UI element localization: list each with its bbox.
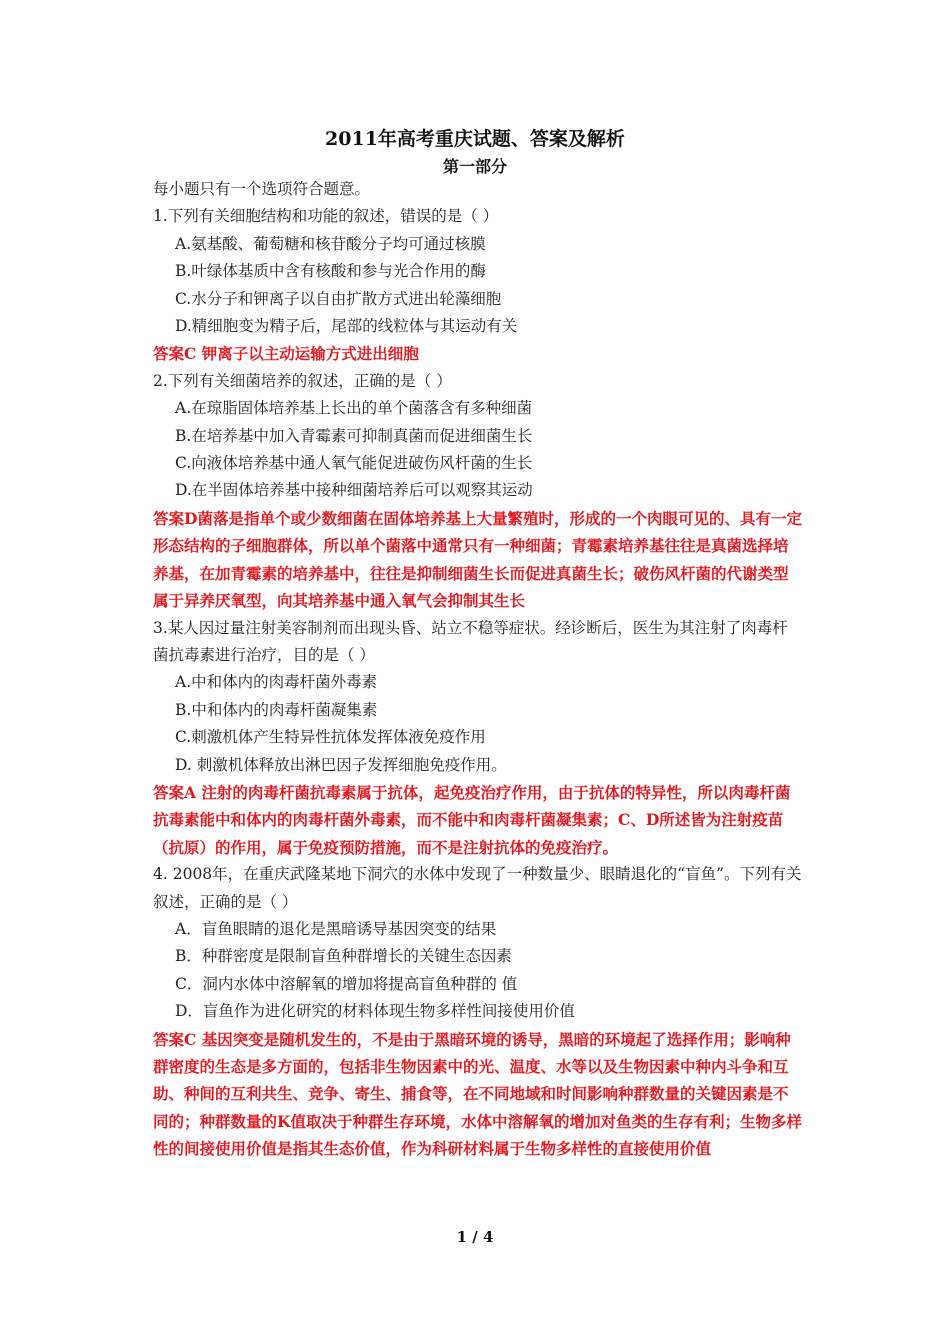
question-stem: 3.某人因过量注射美容制剂而出现头昏、站立不稳等症状。经诊断后，医生为其注射了肉毒杆菌抗毒素进行治疗，目的是（ ） xyxy=(153,618,788,664)
option: C.刺激机体产生特异性抗体发挥体液免疫作用 xyxy=(175,728,486,747)
instructions: 每小题只有一个选项符合题意。 xyxy=(153,180,371,198)
question-stem: 1.下列有关细胞结构和功能的叙述，错误的是（ ） xyxy=(153,207,499,226)
option: D.精细胞变为精子后，尾部的线粒体与其运动有关 xyxy=(175,317,518,336)
option: B.中和体内的肉毒杆菌凝集素 xyxy=(175,700,378,719)
option: D. 刺激机体释放出淋巴因子发挥细胞免疫作用。 xyxy=(175,755,507,774)
page-number: 1 / 4 xyxy=(456,1228,494,1246)
answer-explanation: 答案C 钾离子以主动运输方式进出细胞 xyxy=(153,344,419,364)
option: B.叶绿体基质中含有核酸和参与光合作用的酶 xyxy=(175,262,486,281)
option: D.在半固体培养基中接种细菌培养后可以观察其运动 xyxy=(175,481,533,500)
answer-explanation: 答案C 基因突变是随机发生的，不是由于黑暗环境的诱导，黑暗的环境起了选择作用；影响种群密度的生态是多方面的，包括非生物因素中的光、温度、水等以及生物因素中种内斗争和互助、种间的互利共生、竞争、寄生、捕食等，在不同地域和时间影响种群数量的关键因素是不同的；种群数量的K值取决于种群生存环境，水体中溶解氧的增加对鱼类的生存有利；生物多样性的间接使用价值是指其生态价值，作为科研材料属于生物多样性的直接使用价值 xyxy=(153,1029,802,1159)
option: C．洞内水体中溶解氧的增加将提高盲鱼种群的 值 xyxy=(175,974,518,993)
document-title: 2011年高考重庆试题、答案及解析 xyxy=(325,128,625,150)
document-body xyxy=(153,176,803,1163)
option: B．种群密度是限制盲鱼种群增长的关键生态因素 xyxy=(175,947,512,966)
option: C.向液体培养基中通人氧气能促进破伤风杆菌的生长 xyxy=(175,454,533,473)
option: A.在琼脂固体培养基上长出的单个菌落含有多种细菌 xyxy=(175,399,533,418)
section-heading: 第一部分 xyxy=(442,157,507,176)
option: D．盲鱼作为进化研究的材料体现生物多样性间接使用价值 xyxy=(175,1002,575,1021)
option: C.水分子和钾离子以自由扩散方式进出轮藻细胞 xyxy=(175,289,502,308)
question-stem: 4. 2008年，在重庆武隆某地下洞穴的水体中发现了一种数量少、眼睛退化的“盲鱼”。下列有关叙述，正确的是（ ） xyxy=(153,865,802,911)
option: B.在培养基中加入青霉素可抑制真菌而促进细菌生长 xyxy=(175,426,533,445)
answer-explanation: 答案D菌落是指单个或少数细菌在固体培养基上大量繁殖时，形成的一个肉眼可见的、具有一定形态结构的子细胞群体，所以单个菌落中通常只有一种细菌；青霉素培养基往往是真菌选择培养基，在加青霉素的培养基中，往往是抑制细菌生长而促进真菌生长；破伤风杆菌的代谢类型属于异养厌氧型，向其培养基中通入氧气会抑制其生长 xyxy=(153,508,802,611)
option: A．盲鱼眼睛的退化是黑暗诱导基因突变的结果 xyxy=(175,919,497,938)
option: A.中和体内的肉毒杆菌外毒素 xyxy=(175,673,378,692)
option: A.氨基酸、葡萄糖和核苷酸分子均可通过核膜 xyxy=(175,234,486,253)
question-stem: 2.下列有关细菌培养的叙述，正确的是（ ） xyxy=(153,371,452,390)
answer-explanation: 答案A 注射的肉毒杆菌抗毒素属于抗体，起免疫治疗作用，由于抗体的特异性，所以肉毒杆菌抗毒素能中和体内的肉毒杆菌外毒素，而不能中和肉毒杆菌凝集素；C、D所述皆为注射疫苗（抗原）的作用，属于免疫预防措施，而不是注射抗体的免疫治疗。 xyxy=(153,782,791,857)
